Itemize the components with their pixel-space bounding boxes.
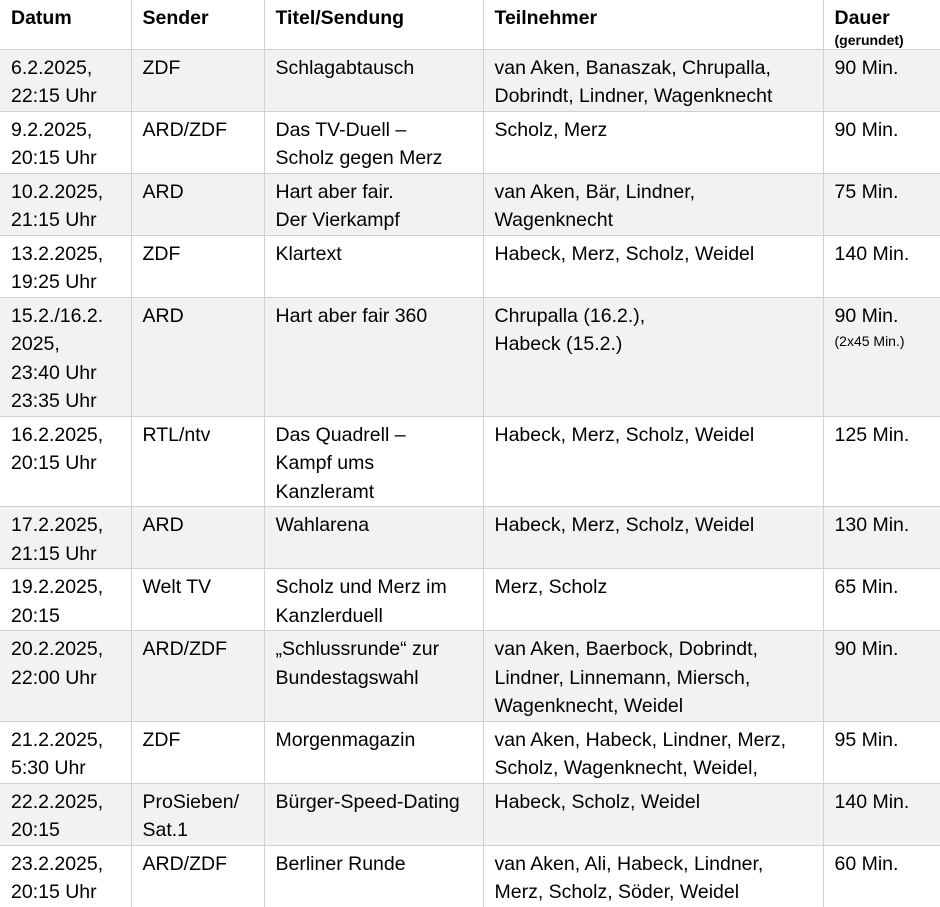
header-dauer: [823, 0, 940, 49]
dauer-value: 130 Min.: [834, 514, 910, 536]
cell-sender: [131, 416, 264, 507]
dauer-value: 90 Min.: [834, 118, 899, 141]
datum-line: 2025,: [11, 333, 60, 355]
cell-dauer: [823, 845, 940, 907]
cell-datum: [0, 569, 131, 631]
header-dauer-sub: (gerundet): [834, 31, 904, 48]
cell-dauer: [823, 631, 940, 722]
titel-line: Scholz gegen Merz: [275, 147, 443, 169]
teilnehmer-line: van Aken, Baerbock, Dobrindt,: [494, 638, 758, 660]
titel-line: Der Vierkampf: [275, 209, 400, 231]
datum-line: 19:25 Uhr: [11, 271, 97, 293]
table-row: [0, 173, 940, 235]
cell-titel: [264, 569, 483, 631]
cell-sender: [131, 721, 264, 783]
titel-line: Das TV-Duell –: [275, 118, 407, 141]
datum-line: 9.2.2025,: [11, 118, 93, 141]
table-row: [0, 507, 940, 569]
sender-line: Welt TV: [142, 576, 212, 598]
cell-dauer: [823, 569, 940, 631]
table-row: [0, 569, 940, 631]
cell-datum: [0, 297, 131, 416]
cell-dauer: [823, 173, 940, 235]
cell-sender: [131, 783, 264, 845]
titel-line: Morgenmagazin: [275, 728, 416, 751]
titel-line: Das Quadrell –: [275, 423, 406, 446]
teilnehmer-line: Wagenknecht: [494, 209, 614, 231]
datum-line: 6.2.2025,: [11, 56, 93, 79]
teilnehmer-line: Dobrindt, Lindner, Wagenknecht: [494, 85, 773, 107]
cell-titel: [264, 111, 483, 173]
cell-datum: [0, 631, 131, 722]
titel-line: Bürger-Speed-Dating: [275, 790, 460, 813]
datum-line: 21:15 Uhr: [11, 542, 97, 565]
header-teilnehmer: Teilnehmer: [483, 0, 823, 49]
cell-sender: [131, 569, 264, 631]
dauer-value: 125 Min.: [834, 423, 910, 446]
titel-line: „Schlussrunde“ zur: [275, 638, 440, 660]
sender-line: ARD/ZDF: [142, 118, 227, 141]
table-row: [0, 111, 940, 173]
titel-line: Bundestagswahl: [275, 666, 419, 689]
cell-sender: [131, 631, 264, 722]
datum-line: 15.2./16.2.: [11, 304, 104, 327]
titel-line: Berliner Runde: [275, 852, 406, 875]
cell-titel: [264, 173, 483, 235]
dauer-value: 90 Min.: [834, 56, 899, 79]
dauer-value: 90 Min.: [834, 304, 899, 327]
cell-sender: [131, 845, 264, 907]
teilnehmer-line: van Aken, Banaszak, Chrupalla,: [494, 56, 771, 79]
titel-line: Kampf ums: [275, 452, 375, 474]
titel-line: Hart aber fair.: [275, 180, 394, 203]
cell-dauer: [823, 721, 940, 783]
teilnehmer-line: Habeck, Merz, Scholz, Weidel: [494, 242, 755, 265]
datum-line: 22:00 Uhr: [11, 666, 97, 689]
cell-teilnehmer: [483, 507, 823, 569]
sender-line: RTL/ntv: [142, 423, 211, 446]
datum-line: 20:15 Uhr: [11, 147, 97, 169]
teilnehmer-line: Scholz, Merz: [494, 118, 608, 141]
cell-teilnehmer: [483, 845, 823, 907]
cell-dauer: [823, 507, 940, 569]
cell-titel: [264, 721, 483, 783]
cell-dauer: [823, 235, 940, 297]
teilnehmer-line: Chrupalla (16.2.),: [494, 304, 646, 327]
sender-line: ProSieben/: [142, 790, 239, 813]
datum-line: 21:15 Uhr: [11, 209, 97, 231]
cell-teilnehmer: [483, 49, 823, 111]
dauer-value: 95 Min.: [834, 728, 899, 751]
dauer-value: 140 Min.: [834, 242, 910, 265]
teilnehmer-line: van Aken, Ali, Habeck, Lindner,: [494, 852, 764, 875]
cell-datum: [0, 783, 131, 845]
teilnehmer-line: Merz, Scholz: [494, 576, 608, 598]
header-titel: Titel/Sendung: [264, 0, 483, 49]
titel-line: Klartext: [275, 242, 342, 265]
datum-line: 23:35 Uhr: [11, 390, 97, 412]
teilnehmer-line: Wagenknecht, Weidel: [494, 695, 684, 717]
cell-datum: [0, 416, 131, 507]
datum-line: 20.2.2025,: [11, 638, 104, 660]
teilnehmer-line: Habeck, Merz, Scholz, Weidel: [494, 423, 755, 446]
teilnehmer-line: van Aken, Habeck, Lindner, Merz,: [494, 728, 787, 751]
sender-line: ARD: [142, 514, 184, 536]
cell-titel: [264, 416, 483, 507]
titel-line: Kanzleramt: [275, 480, 375, 503]
table-row: [0, 235, 940, 297]
cell-titel: [264, 845, 483, 907]
titel-line: Hart aber fair 360: [275, 304, 428, 327]
datum-line: 22:15 Uhr: [11, 85, 97, 107]
cell-titel: [264, 235, 483, 297]
cell-teilnehmer: [483, 416, 823, 507]
teilnehmer-line: van Aken, Bär, Lindner,: [494, 180, 696, 203]
sender-line: ZDF: [142, 56, 181, 79]
cell-teilnehmer: [483, 235, 823, 297]
cell-titel: [264, 631, 483, 722]
datum-line: 10.2.2025,: [11, 180, 104, 203]
cell-dauer: [823, 111, 940, 173]
datum-line: 21.2.2025,: [11, 728, 104, 751]
table-row: [0, 631, 940, 722]
sender-line: ARD: [142, 304, 184, 327]
datum-line: 20:15 Uhr: [11, 881, 97, 903]
dauer-note: (2x45 Min.): [834, 333, 905, 349]
datum-line: 20:15: [11, 819, 60, 841]
dauer-value: 65 Min.: [834, 576, 899, 598]
teilnehmer-line: Habeck, Merz, Scholz, Weidel: [494, 514, 755, 536]
datum-line: 23:40 Uhr: [11, 361, 97, 384]
table-row: [0, 416, 940, 507]
datum-line: 5:30 Uhr: [11, 757, 86, 779]
datum-line: 16.2.2025,: [11, 423, 104, 446]
cell-teilnehmer: [483, 721, 823, 783]
teilnehmer-line: Lindner, Linnemann, Miersch,: [494, 666, 751, 689]
cell-datum: [0, 173, 131, 235]
cell-teilnehmer: [483, 173, 823, 235]
cell-teilnehmer: [483, 631, 823, 722]
sender-line: ARD: [142, 180, 184, 203]
teilnehmer-line: Habeck, Scholz, Weidel: [494, 790, 701, 813]
datum-line: 20:15 Uhr: [11, 452, 97, 474]
cell-datum: [0, 721, 131, 783]
cell-sender: [131, 49, 264, 111]
header-sender: Sender: [131, 0, 264, 49]
cell-teilnehmer: [483, 569, 823, 631]
cell-teilnehmer: [483, 111, 823, 173]
sender-line: Sat.1: [142, 819, 189, 841]
header-row: [0, 0, 940, 49]
datum-line: 23.2.2025,: [11, 852, 104, 875]
sender-line: ARD/ZDF: [142, 852, 227, 875]
cell-datum: [0, 845, 131, 907]
datum-line: 17.2.2025,: [11, 514, 104, 536]
table-row: [0, 49, 940, 111]
cell-teilnehmer: [483, 783, 823, 845]
dauer-value: 60 Min.: [834, 852, 899, 875]
dauer-value: 75 Min.: [834, 180, 899, 203]
cell-titel: [264, 49, 483, 111]
teilnehmer-line: Habeck (15.2.): [494, 333, 623, 355]
cell-sender: [131, 235, 264, 297]
datum-line: 22.2.2025,: [11, 790, 104, 813]
titel-line: Schlagabtausch: [275, 56, 415, 79]
cell-datum: [0, 49, 131, 111]
table-body: [0, 49, 940, 907]
cell-datum: [0, 235, 131, 297]
cell-teilnehmer: [483, 297, 823, 416]
cell-dauer: [823, 297, 940, 416]
datum-line: 19.2.2025,: [11, 576, 104, 598]
teilnehmer-line: Merz, Scholz, Söder, Weidel: [494, 881, 740, 903]
cell-sender: [131, 111, 264, 173]
cell-dauer: [823, 49, 940, 111]
titel-line: Scholz und Merz im: [275, 576, 447, 598]
cell-sender: [131, 173, 264, 235]
cell-datum: [0, 111, 131, 173]
sender-line: ZDF: [142, 728, 181, 751]
cell-sender: [131, 507, 264, 569]
table-row: [0, 721, 940, 783]
cell-titel: [264, 507, 483, 569]
table-row: [0, 845, 940, 907]
teilnehmer-line: Scholz, Wagenknecht, Weidel,: [494, 757, 758, 779]
table-row: [0, 297, 940, 416]
header-dauer-label: Dauer: [834, 7, 890, 29]
cell-datum: [0, 507, 131, 569]
cell-titel: [264, 783, 483, 845]
dauer-value: 90 Min.: [834, 638, 899, 660]
datum-line: 13.2.2025,: [11, 242, 104, 265]
header-datum: Datum: [0, 0, 131, 49]
cell-dauer: [823, 416, 940, 507]
datum-line: 20:15: [11, 604, 60, 627]
cell-sender: [131, 297, 264, 416]
titel-line: Wahlarena: [275, 514, 370, 536]
sender-line: ARD/ZDF: [142, 638, 227, 660]
sender-line: ZDF: [142, 242, 181, 265]
cell-titel: [264, 297, 483, 416]
table-row: [0, 783, 940, 845]
titel-line: Kanzlerduell: [275, 604, 383, 627]
dauer-value: 140 Min.: [834, 790, 910, 813]
cell-dauer: [823, 783, 940, 845]
